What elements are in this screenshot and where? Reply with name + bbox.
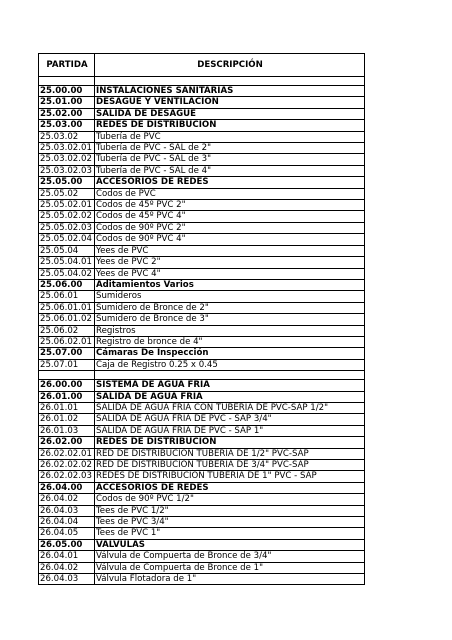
- table-row: [39, 245, 365, 256]
- descripcion-cell[interactable]: SISTEMA DE AGUA FRIA: [95, 380, 365, 391]
- partida-cell[interactable]: 26.04.02: [39, 494, 95, 505]
- table-row: [39, 325, 365, 336]
- table-row: [39, 494, 365, 505]
- descripcion-cell[interactable]: VALVULAS: [95, 539, 365, 550]
- partida-cell[interactable]: 25.06.01.01: [39, 302, 95, 313]
- partida-cell[interactable]: 26.04.01: [39, 551, 95, 562]
- descripcion-cell[interactable]: SALIDA DE DESAGÜE: [95, 108, 365, 119]
- table-row: [39, 222, 365, 233]
- partida-cell[interactable]: 25.05.02.02: [39, 211, 95, 222]
- partida-cell[interactable]: 26.02.02.02: [39, 460, 95, 471]
- descripcion-cell[interactable]: Registros: [95, 325, 365, 336]
- table-row: [39, 314, 365, 325]
- spreadsheet: [38, 53, 364, 585]
- partida-cell[interactable]: 25.06.01: [39, 291, 95, 302]
- descripcion-cell[interactable]: Tees de PVC 1/2": [95, 505, 365, 516]
- header-partida[interactable]: PARTIDA: [39, 54, 95, 77]
- table-row: [39, 279, 365, 290]
- table-row: [39, 154, 365, 165]
- descripcion-cell[interactable]: SALIDA DE AGUA FRIA DE PVC - SAP 1": [95, 425, 365, 436]
- table-row: [39, 188, 365, 199]
- partida-cell[interactable]: 26.01.01: [39, 402, 95, 413]
- descripcion-cell[interactable]: Codos de 90º PVC 2": [95, 222, 365, 233]
- partida-cell[interactable]: 25.05.04.02: [39, 268, 95, 279]
- descripcion-cell[interactable]: Cámaras De Inspección: [95, 348, 365, 359]
- descripcion-cell[interactable]: Yees de PVC 2": [95, 257, 365, 268]
- partida-cell[interactable]: 25.02.00: [39, 108, 95, 119]
- table-row: [39, 551, 365, 562]
- table-row: [39, 562, 365, 573]
- descripcion-cell[interactable]: Codos de 90º PVC 1/2": [95, 494, 365, 505]
- descripcion-cell[interactable]: INSTALACIONES SANITARIAS: [95, 86, 365, 97]
- partida-cell[interactable]: 25.00.00: [39, 86, 95, 97]
- table-row: [39, 336, 365, 347]
- partida-cell[interactable]: 25.06.02: [39, 325, 95, 336]
- descripcion-cell[interactable]: Válvula de Compuerta de Bronce de 1": [95, 562, 365, 573]
- partida-cell[interactable]: 26.04.03: [39, 574, 95, 585]
- partida-cell[interactable]: 25.03.02.01: [39, 143, 95, 154]
- partida-cell[interactable]: 25.06.00: [39, 279, 95, 290]
- spacer-row: [39, 371, 365, 380]
- table-row: [39, 448, 365, 459]
- table-row: [39, 131, 365, 142]
- partida-cell[interactable]: 25.05.02.01: [39, 200, 95, 211]
- table-row: [39, 302, 365, 313]
- partida-cell[interactable]: 25.05.02.04: [39, 234, 95, 245]
- table-row: [39, 86, 365, 97]
- table-row: [39, 482, 365, 493]
- empty-cell[interactable]: [95, 371, 365, 380]
- partida-cell[interactable]: 25.05.00: [39, 177, 95, 188]
- descripcion-cell[interactable]: Válvula de Compuerta de Bronce de 3/4": [95, 551, 365, 562]
- table-row: [39, 291, 365, 302]
- table-row: [39, 517, 365, 528]
- table-row: [39, 437, 365, 448]
- header-row: [39, 54, 365, 77]
- descripcion-cell[interactable]: REDES DE DISTRIBUCION: [95, 437, 365, 448]
- descripcion-cell[interactable]: DESAGÜE Y VENTILACIÓN: [95, 97, 365, 108]
- descripcion-cell[interactable]: Tubería de PVC - SAL de 4": [95, 165, 365, 176]
- partida-cell[interactable]: 26.01.02: [39, 414, 95, 425]
- partida-cell[interactable]: 26.01.03: [39, 425, 95, 436]
- empty-cell[interactable]: [39, 371, 95, 380]
- table-row: [39, 177, 365, 188]
- descripcion-cell[interactable]: Codos de 45º PVC 2": [95, 200, 365, 211]
- descripcion-cell[interactable]: Tees de PVC 3/4": [95, 517, 365, 528]
- descripcion-cell[interactable]: Tubería de PVC: [95, 131, 365, 142]
- descripcion-cell[interactable]: Caja de Registro 0.25 x 0.45: [95, 359, 365, 370]
- partida-cell[interactable]: 25.03.00: [39, 120, 95, 131]
- partida-cell[interactable]: 26.00.00: [39, 380, 95, 391]
- descripcion-cell[interactable]: Sumideros: [95, 291, 365, 302]
- table-row: [39, 539, 365, 550]
- descripcion-cell[interactable]: Aditamientos Varios: [95, 279, 365, 290]
- descripcion-cell[interactable]: Yees de PVC 4": [95, 268, 365, 279]
- table-row: [39, 165, 365, 176]
- table-row: [39, 574, 365, 585]
- descripcion-cell[interactable]: Yees de PVC: [95, 245, 365, 256]
- table-row: [39, 391, 365, 402]
- descripcion-cell[interactable]: SALIDA DE AGUA FRIA CON TUBERIA DE PVC-SAP 1/2": [95, 402, 365, 413]
- descripcion-cell[interactable]: RED DE DISTRIBUCION TUBERIA DE 1/2" PVC-SAP: [95, 448, 365, 459]
- table-row: [39, 402, 365, 413]
- table-row: [39, 359, 365, 370]
- descripcion-cell[interactable]: Tubería de PVC - SAL de 2": [95, 143, 365, 154]
- descripcion-cell[interactable]: ACCESORIOS DE REDES: [95, 482, 365, 493]
- partida-cell[interactable]: 26.04.00: [39, 482, 95, 493]
- table-row: [39, 505, 365, 516]
- table-row: [39, 425, 365, 436]
- table-row: [39, 414, 365, 425]
- table-row: [39, 380, 365, 391]
- table-row: [39, 257, 365, 268]
- descripcion-cell[interactable]: Codos de 45º PVC 4": [95, 211, 365, 222]
- descripcion-cell[interactable]: Sumidero de Bronce de 3": [95, 314, 365, 325]
- partida-cell[interactable]: 25.05.04.01: [39, 257, 95, 268]
- partida-cell[interactable]: 26.01.00: [39, 391, 95, 402]
- descripcion-cell[interactable]: Codos de 90º PVC 4": [95, 234, 365, 245]
- table-row: [39, 143, 365, 154]
- table-row: [39, 528, 365, 539]
- descripcion-cell[interactable]: REDES DE DISTRIBUCION TUBERIA DE 1" PVC - SAP: [95, 471, 365, 482]
- empty-cell[interactable]: [39, 77, 95, 86]
- partidas-table: [38, 53, 365, 585]
- partida-cell[interactable]: 25.06.02.01: [39, 336, 95, 347]
- descripcion-cell[interactable]: Tees de PVC 1": [95, 528, 365, 539]
- descripcion-cell[interactable]: Válvula Flotadora de 1": [95, 574, 365, 585]
- partida-cell[interactable]: 26.02.00: [39, 437, 95, 448]
- descripcion-cell[interactable]: Sumidero de Bronce de 2": [95, 302, 365, 313]
- partida-cell[interactable]: 25.07.00: [39, 348, 95, 359]
- descripcion-cell[interactable]: RED DE DISTRIBUCION TUBERIA DE 3/4" PVC-SAP: [95, 460, 365, 471]
- partida-cell[interactable]: 25.07.01: [39, 359, 95, 370]
- table-row: [39, 120, 365, 131]
- partida-cell[interactable]: 26.04.02: [39, 562, 95, 573]
- partida-cell[interactable]: 25.06.01.02: [39, 314, 95, 325]
- table-row: [39, 348, 365, 359]
- descripcion-cell[interactable]: Registro de bronce de 4": [95, 336, 365, 347]
- table-row: [39, 234, 365, 245]
- partida-cell[interactable]: 26.04.04: [39, 517, 95, 528]
- descripcion-cell[interactable]: ACCESORIOS DE REDES: [95, 177, 365, 188]
- table-row: [39, 460, 365, 471]
- header-descripcion[interactable]: DESCRIPCIÓN: [95, 54, 365, 77]
- table-body: [39, 54, 365, 585]
- table-row: [39, 108, 365, 119]
- partida-cell[interactable]: 25.05.02: [39, 188, 95, 199]
- table-row: [39, 211, 365, 222]
- partida-cell[interactable]: 26.02.02.01: [39, 448, 95, 459]
- descripcion-cell[interactable]: SALIDA DE AGUA FRIA DE PVC - SAP 3/4": [95, 414, 365, 425]
- descripcion-cell[interactable]: Tubería de PVC - SAL de 3": [95, 154, 365, 165]
- partida-cell[interactable]: 25.05.02.03: [39, 222, 95, 233]
- table-row: [39, 97, 365, 108]
- descripcion-cell[interactable]: SALIDA DE AGUA FRIA: [95, 391, 365, 402]
- partida-cell[interactable]: 26.04.05: [39, 528, 95, 539]
- partida-cell[interactable]: 25.03.02.02: [39, 154, 95, 165]
- descripcion-cell[interactable]: REDES DE DISTRIBUCIÓN: [95, 120, 365, 131]
- spacer-row: [39, 77, 365, 86]
- empty-cell[interactable]: [95, 77, 365, 86]
- partida-cell[interactable]: 26.02.02.03: [39, 471, 95, 482]
- partida-cell[interactable]: 25.05.04: [39, 245, 95, 256]
- table-row: [39, 471, 365, 482]
- partida-cell[interactable]: 25.03.02: [39, 131, 95, 142]
- partida-cell[interactable]: 25.03.02.03: [39, 165, 95, 176]
- partida-cell[interactable]: 25.01.00: [39, 97, 95, 108]
- partida-cell[interactable]: 26.04.03: [39, 505, 95, 516]
- table-row: [39, 200, 365, 211]
- descripcion-cell[interactable]: Codos de PVC: [95, 188, 365, 199]
- table-row: [39, 268, 365, 279]
- partida-cell[interactable]: 26.05.00: [39, 539, 95, 550]
